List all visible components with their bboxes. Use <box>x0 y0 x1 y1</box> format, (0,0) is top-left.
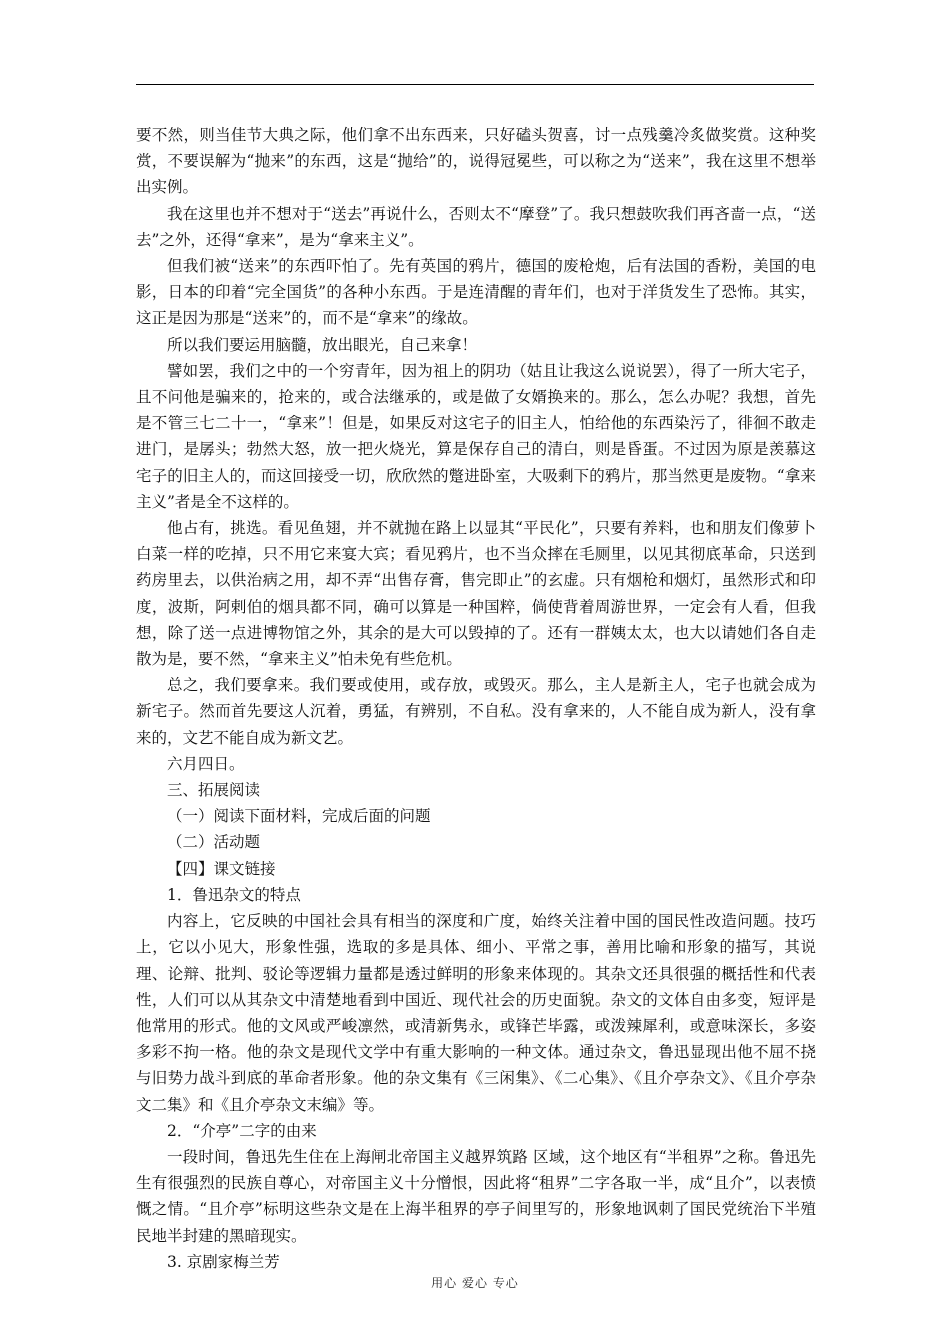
paragraph-frightened: 但我们被“送来”的东西吓怕了。先有英国的鸦片，德国的废枪炮，后有法国的香粉，美国的电影，日本的印着“完全国货”的各种小东西。于是连清醒的青年们，也对于洋货发生了恐怖。其实，这正是因为那是“送来”的，而不是“拿来”的缘故。 <box>136 257 816 328</box>
item-heading-jieting-origin: 2．“介亭”二字的由来 <box>167 1121 317 1140</box>
section-heading-extended-reading: 三、拓展阅读 <box>167 781 261 800</box>
paragraph-possess-select: 他占有，挑选。看见鱼翅，并不就抛在路上以显其“平民化”，只要有养料，也和朋友们像萝卜白菜一样的吃掉，只不用它来宴大宾；看见鸦片，也不当众摔在毛厕里，以见其彻底革命，只送到药房里去，以供治病之用，却不弄“出售存膏，售完即止”的玄虚。只有烟枪和烟灯，虽然形式和印度，波斯，阿剌伯的烟具都不同，确可以算是一种国粹，倘使背着周游世界，一定会有人看，但我想，除了送一点进博物馆之外，其余的是大可以毁掉的了。还有一群姨太太，也大以请她们各自走散为是，要不然，“拿来主义”怕未免有些危机。 <box>136 519 816 669</box>
paragraph-big-house: 譬如罢，我们之中的一个穷青年，因为祖上的阴功（姑且让我这么说说罢），得了一所大宅子，且不问他是骗来的，抢来的，或合法继承的，或是做了女婿换来的。那么，怎么办呢？我想，首先是不管三七二十一，“拿来”！但是，如果反对这宅子的旧主人，怕给他的东西染污了，徘徊不敢走进门，是孱头；勃然大怒，放一把火烧光，算是保存自己的清白，则是昏蛋。不过因为原是羡慕这宅子的旧主人的，而这回接受一切，欣欣然的蹩进卧室，大吸剩下的鸦片，那当然更是废物。“拿来主义”者是全不这样的。 <box>136 361 816 511</box>
paragraph-use-brain: 所以我们要运用脑髓，放出眼光，自己来拿！ <box>167 335 478 354</box>
item-heading-essay-features: 1．鲁迅杂文的特点 <box>167 885 301 904</box>
subheading-activity: （二）活动题 <box>167 833 261 852</box>
item-heading-mei-lanfang: 3. 京剧家梅兰芳 <box>167 1252 280 1271</box>
paragraph-conclusion: 总之，我们要拿来。我们要或使用，或存放，或毁灭。那么，主人是新主人，宅子也就会成为新宅子。然而首先要这人沉着，勇猛，有辨别，不自私。没有拿来的，人不能自成为新人，没有拿来的，文艺不能自成为新文艺。 <box>136 676 816 747</box>
paragraph-essay-features: 内容上，它反映的中国社会具有相当的深度和广度，始终关注着中国的国民性改造问题。技巧上，它以小见大，形象性强，选取的多是具体、细小、平常之事，善用比喻和形象的描写，其说理、论辩、批判、驳论等逻辑力量都是透过鲜明的形象来体现的。其杂文还具很强的概括性和代表性，人们可以从其杂文中清楚地看到中国近、现代社会的历史面貌。杂文的文体自由多变，短评是他常用的形式。他的文风或严峻凛然，或清新隽永，或锋芒毕露，或泼辣犀利，或意味深长，多姿多彩不拘一格。他的杂文是现代文学中有重大影响的一种文体。通过杂文，鲁迅显现出他不屈不挠与旧势力战斗到底的革命者形象。他的杂文集有《三闲集》、《二心集》、《且介亭杂文》、《且介亭杂文二集》和《且介亭杂文末编》等。 <box>136 912 816 1114</box>
document-body <box>136 122 816 1275</box>
section-heading-text-links: 【四】课文链接 <box>167 859 276 878</box>
paragraph-nalai-zhuyi: 我在这里也并不想对于“送去”再说什么，否则太不“摩登”了。我只想鼓吹我们再吝啬一点，“送去”之外，还得“拿来”，是为“拿来主义”。 <box>136 204 816 249</box>
paragraph-date: 六月四日。 <box>167 754 245 773</box>
paragraph-reward: 要不然，则当佳节大典之际，他们拿不出东西来，只好磕头贺喜，讨一点残羹冷炙做奖赏。这种奖赏，不要误解为“抛来”的东西，这是“抛给”的，说得冠冕些，可以称之为“送来”，我在这里不想举出实例。 <box>136 126 816 197</box>
page-footer: 用心 爱心 专心 <box>431 1276 519 1290</box>
subheading-reading-material: （一）阅读下面材料，完成后面的问题 <box>167 807 431 826</box>
header-rule <box>136 84 814 85</box>
paragraph-jieting-origin: 一段时间，鲁迅先生住在上海闸北帝国主义越界筑路 区域，这个地区有“半租界”之称。鲁迅先生有很强烈的民族自尊心，对帝国主义十分憎恨，因此将“租界”二字各取一半，成“且介”，以表愤慨之情。“且介亭”标明这些杂文是在上海半租界的亭子间里写的，形象地讽刺了国民党统治下半殖民地半封建的黑暗现实。 <box>136 1147 816 1245</box>
